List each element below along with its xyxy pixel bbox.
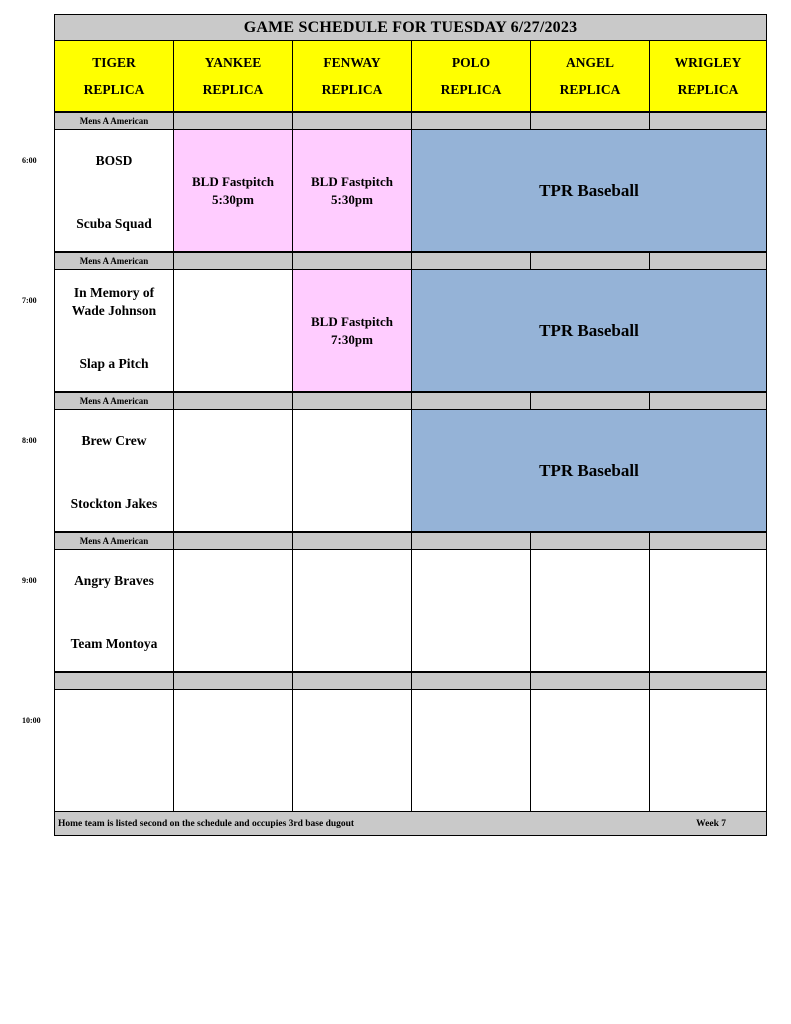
home-team: Slap a Pitch xyxy=(79,356,149,371)
field-header-wrigley xyxy=(649,40,767,112)
away-team: Angry Braves xyxy=(74,573,154,588)
divider-cell xyxy=(292,392,412,410)
empty-cell xyxy=(173,269,293,392)
home-team: Stockton Jakes xyxy=(70,496,158,511)
event-span-tpr: TPR Baseball xyxy=(411,269,767,392)
divider-cell xyxy=(649,672,767,690)
empty-cell xyxy=(292,409,412,532)
field-sub: REPLICA xyxy=(440,82,502,97)
footer-bar xyxy=(54,811,767,836)
division-label: Mens A American xyxy=(54,112,174,130)
divider-cell xyxy=(411,252,531,270)
divider-cell xyxy=(530,532,650,550)
divider-cell xyxy=(173,112,293,130)
event-cell-fenway xyxy=(292,129,412,252)
divider-cell xyxy=(649,392,767,410)
divider-cell xyxy=(649,252,767,270)
field-header-angel xyxy=(530,40,650,112)
field-name: TIGER xyxy=(92,55,136,70)
empty-cell xyxy=(292,549,412,672)
division-label: Mens A American xyxy=(54,532,174,550)
event-time: 7:30pm xyxy=(331,331,373,347)
event-name: BLD Fastpitch xyxy=(311,173,393,189)
divider-cell xyxy=(411,392,531,410)
field-name: FENWAY xyxy=(323,55,381,70)
home-team: Team Montoya xyxy=(70,636,158,651)
divider-cell xyxy=(292,532,412,550)
division-label: Mens A American xyxy=(54,252,174,270)
empty-cell xyxy=(411,689,531,812)
division-label xyxy=(54,672,174,690)
empty-cell xyxy=(649,689,767,812)
field-sub: REPLICA xyxy=(677,82,739,97)
division-label: Mens A American xyxy=(54,392,174,410)
divider-cell xyxy=(292,672,412,690)
field-name: ANGEL xyxy=(565,55,614,70)
field-sub: REPLICA xyxy=(559,82,621,97)
divider-cell xyxy=(411,532,531,550)
field-header-tiger xyxy=(54,40,174,112)
event-cell-yankee xyxy=(173,129,293,252)
field-header-polo xyxy=(411,40,531,112)
field-sub: REPLICA xyxy=(202,82,264,97)
time-label-9: 9:00 xyxy=(22,576,37,585)
event-cell-fenway xyxy=(292,269,412,392)
divider-cell xyxy=(530,112,650,130)
divider-cell xyxy=(530,252,650,270)
divider-cell xyxy=(530,392,650,410)
field-header-yankee xyxy=(173,40,293,112)
matchup-cell xyxy=(54,549,174,672)
divider-cell xyxy=(173,532,293,550)
divider-cell xyxy=(292,252,412,270)
event-name: BLD Fastpitch xyxy=(311,313,393,329)
event-span-tpr: TPR Baseball xyxy=(411,129,767,252)
field-header-fenway xyxy=(292,40,412,112)
field-name: WRIGLEY xyxy=(674,55,742,70)
divider-cell xyxy=(173,252,293,270)
empty-cell xyxy=(649,549,767,672)
matchup-cell xyxy=(54,269,174,392)
field-sub: REPLICA xyxy=(321,82,383,97)
schedule-grid xyxy=(54,14,767,838)
event-time: 5:30pm xyxy=(212,191,254,207)
time-label-10: 10:00 xyxy=(22,716,41,725)
divider-cell xyxy=(292,112,412,130)
home-team: Scuba Squad xyxy=(76,216,152,231)
matchup-cell xyxy=(54,409,174,532)
empty-cell xyxy=(292,689,412,812)
matchup-cell xyxy=(54,129,174,252)
event-name: BLD Fastpitch xyxy=(192,173,274,189)
empty-cell xyxy=(173,549,293,672)
field-name: POLO xyxy=(451,55,491,70)
time-label-8: 8:00 xyxy=(22,436,37,445)
divider-cell xyxy=(649,532,767,550)
footer-note: Home team is listed second on the schedule and occupies 3rd base dugout xyxy=(58,818,355,829)
time-label-7: 7:00 xyxy=(22,296,37,305)
field-name: YANKEE xyxy=(204,55,262,70)
away-team: BOSD xyxy=(95,153,133,168)
empty-cell xyxy=(411,549,531,672)
event-span-tpr: TPR Baseball xyxy=(411,409,767,532)
away-team: In Memory of Wade Johnson xyxy=(71,285,157,318)
empty-cell xyxy=(54,689,174,812)
field-sub: REPLICA xyxy=(83,82,145,97)
empty-cell xyxy=(530,689,650,812)
away-team: Brew Crew xyxy=(81,433,147,448)
divider-cell xyxy=(530,672,650,690)
time-label-6: 6:00 xyxy=(22,156,37,165)
divider-cell xyxy=(173,392,293,410)
divider-cell xyxy=(649,112,767,130)
divider-cell xyxy=(411,112,531,130)
divider-cell xyxy=(411,672,531,690)
divider-cell xyxy=(173,672,293,690)
week-label: Week 7 xyxy=(696,818,726,829)
empty-cell xyxy=(530,549,650,672)
page-title: GAME SCHEDULE FOR TUESDAY 6/27/2023 xyxy=(54,14,767,41)
event-time: 5:30pm xyxy=(331,191,373,207)
empty-cell xyxy=(173,409,293,532)
empty-cell xyxy=(173,689,293,812)
